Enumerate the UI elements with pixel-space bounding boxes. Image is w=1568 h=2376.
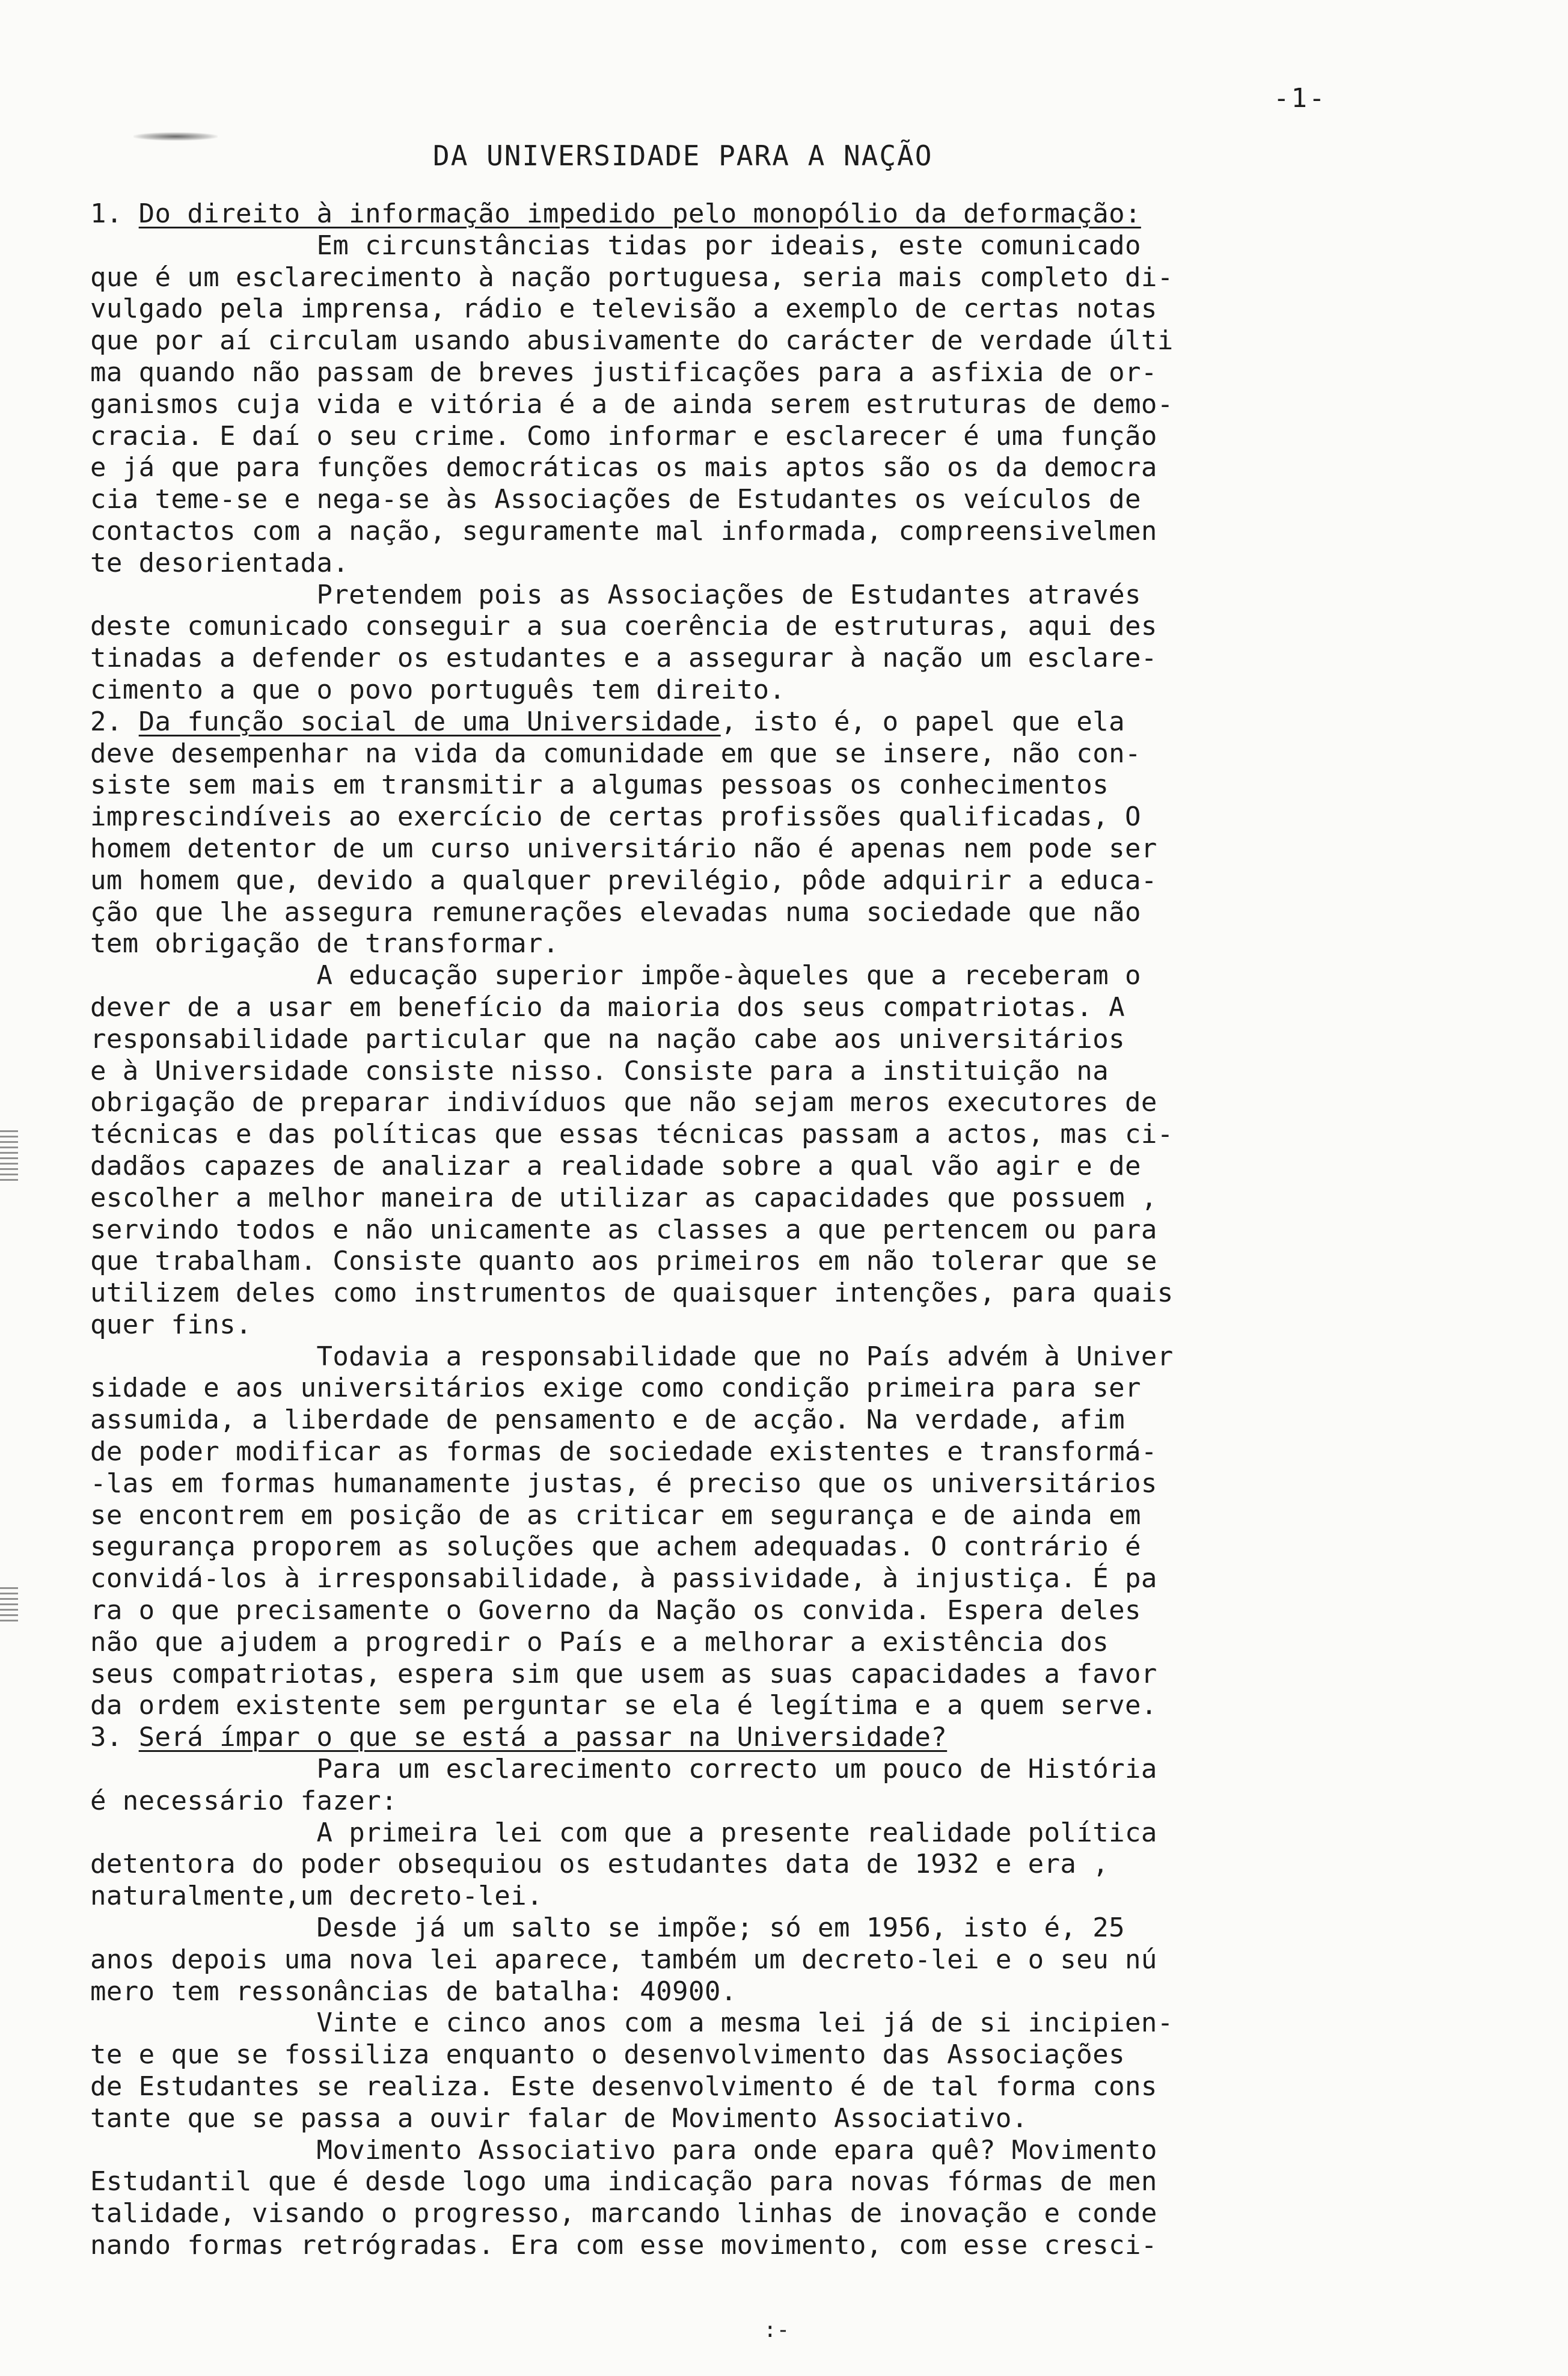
text-line	[90, 1912, 1347, 1944]
text-line	[90, 992, 1347, 1024]
text-line	[90, 230, 1347, 262]
text-line	[90, 706, 1347, 738]
ink-smudge	[133, 132, 218, 141]
line-text: quer fins.	[90, 1309, 252, 1340]
text-line	[90, 1373, 1347, 1404]
line-text: tinadas a defender os estudantes e a assegurar à nação um esclare-	[90, 643, 1157, 674]
text-line	[90, 897, 1347, 929]
line-text: dadãos capazes de analizar a realidade sobre a qual vão agir e de	[90, 1150, 1141, 1181]
line-text: de poder modificar as formas de sociedade existentes e transformá-	[90, 1436, 1157, 1468]
text-line	[90, 928, 1347, 960]
text-line	[90, 1944, 1347, 1976]
line-text: homem detentor de um curso universitário não é apenas nem pode ser	[90, 833, 1157, 864]
line-text: cimento a que o povo português tem direito.	[90, 674, 786, 705]
text-line	[90, 770, 1347, 801]
section-number: 3.	[90, 1722, 139, 1753]
text-line	[90, 675, 1347, 706]
section-heading: Do direito à informação impedido pelo monopólio da deformação:	[138, 198, 1141, 229]
text-line	[90, 1246, 1347, 1278]
text-line	[90, 1595, 1347, 1627]
line-text: tem obrigação de transformar.	[90, 928, 559, 960]
line-text: dever de a usar em benefício da maioria dos seus compatriotas. A	[90, 991, 1125, 1023]
text-line	[90, 2103, 1347, 2135]
document-body	[90, 198, 1347, 2262]
text-line	[90, 1849, 1347, 1881]
line-text: servindo todos e não unicamente as classes a que pertencem ou para	[90, 1214, 1157, 1245]
text-line	[90, 1531, 1347, 1563]
document-title: DA UNIVERSIDADE PARA A NAÇÃO	[433, 139, 933, 172]
line-text: técnicas e das políticas que essas técnicas passam a actos, mas ci-	[90, 1119, 1174, 1150]
line-text: Pretendem pois as Associações de Estudantes através	[90, 579, 1141, 610]
text-line	[90, 1183, 1347, 1214]
text-line	[90, 643, 1347, 675]
text-line	[90, 2007, 1347, 2039]
text-line	[90, 2135, 1347, 2167]
line-text: deste comunicado conseguir a sua coerência de estruturas, aqui des	[90, 611, 1157, 642]
text-line	[90, 421, 1347, 453]
line-text: e à Universidade consiste nisso. Consiste para a instituição na	[90, 1055, 1109, 1086]
line-text: seus compatriotas, espera sim que usem as suas capacidades a favor	[90, 1658, 1157, 1689]
text-line	[90, 1786, 1347, 1817]
text-line	[90, 960, 1347, 992]
section-number: 1.	[90, 198, 139, 229]
text-line	[90, 1881, 1347, 1912]
line-text: ção que lhe assegura remunerações elevadas numa sociedade que não	[90, 896, 1141, 928]
line-text: A primeira lei com que a presente realidade política	[90, 1817, 1157, 1848]
text-line	[90, 452, 1347, 484]
text-line	[90, 1754, 1347, 1786]
scan-edge-mark	[0, 1587, 18, 1623]
text-line	[90, 2039, 1347, 2071]
line-text: tante que se passa a ouvir falar de Movimento Associativo.	[90, 2102, 1028, 2134]
line-text: obrigação de preparar indivíduos que não sejam meros executores de	[90, 1087, 1157, 1118]
text-line	[90, 1976, 1347, 2008]
line-text: utilizem deles como instrumentos de quaisquer intenções, para quais	[90, 1278, 1174, 1309]
line-text: que por aí circulam usando abusivamente do carácter de verdade últi	[90, 325, 1174, 357]
text-line	[90, 1214, 1347, 1246]
text-line	[90, 1817, 1347, 1849]
line-text: te e que se fossiliza enquanto o desenvolvimento das Associações	[90, 2039, 1125, 2071]
text-line	[90, 580, 1347, 611]
text-line	[90, 1119, 1347, 1151]
line-text: convidá-los à irresponsabilidade, à passividade, à injustiça. É pa	[90, 1563, 1157, 1594]
text-line	[90, 1722, 1347, 1754]
text-line	[90, 1627, 1347, 1659]
text-line	[90, 865, 1347, 897]
line-text: e já que para funções democráticas os mais aptos são os da democra	[90, 452, 1157, 483]
text-line	[90, 1087, 1347, 1119]
text-line	[90, 198, 1347, 230]
line-text: naturalmente,um decreto-lei.	[90, 1881, 543, 1912]
line-text: Desde já um salto se impõe; só em 1956, isto é, 25	[90, 1912, 1125, 1944]
text-line	[90, 389, 1347, 421]
line-text: segurança proporem as soluções que achem adequadas. O contrário é	[90, 1531, 1141, 1563]
text-line	[90, 516, 1347, 548]
line-text: Vinte e cinco anos com a mesma lei já de si incipien-	[90, 2007, 1174, 2039]
page-number: -1-	[1273, 83, 1327, 114]
line-text: te desorientada.	[90, 547, 349, 578]
line-text: mero tem ressonâncias de batalha: 40900.	[90, 1976, 737, 2007]
text-line	[90, 1309, 1347, 1341]
line-text: A educação superior impõe-àqueles que a receberam o	[90, 960, 1141, 991]
text-line	[90, 611, 1347, 643]
line-text: é necessário fazer:	[90, 1785, 397, 1816]
line-text: vulgado pela imprensa, rádio e televisão a exemplo de certas notas	[90, 293, 1157, 325]
text-line	[90, 1436, 1347, 1468]
line-text: , isto é, o papel que ela	[720, 706, 1125, 737]
text-line	[90, 1563, 1347, 1595]
line-text: deve desempenhar na vida da comunidade em que se insere, não con-	[90, 738, 1141, 769]
scan-edge-mark	[0, 1130, 18, 1184]
line-text: Movimento Associativo para onde epara quê? Movimento	[90, 2134, 1157, 2166]
section-heading: Da função social de uma Universidade	[138, 706, 721, 737]
text-line	[90, 1278, 1347, 1309]
text-line	[90, 484, 1347, 516]
text-line	[90, 833, 1347, 865]
text-line	[90, 1500, 1347, 1532]
text-line	[90, 325, 1347, 357]
line-text: Estudantil que é desde logo uma indicação para novas fórmas de men	[90, 2166, 1157, 2197]
section-heading: Será ímpar o que se está a passar na Universidade?	[138, 1722, 948, 1753]
text-line	[90, 2198, 1347, 2230]
line-text: se encontrem em posição de as criticar em segurança e de ainda em	[90, 1499, 1141, 1531]
section-number: 2.	[90, 706, 139, 737]
text-line	[90, 357, 1347, 389]
text-line	[90, 1024, 1347, 1056]
line-text: um homem que, devido a qualquer previlégio, pôde adquirir a educa-	[90, 865, 1157, 896]
line-text: que é um esclarecimento à nação portuguesa, seria mais completo di-	[90, 262, 1174, 293]
line-text: escolher a melhor maneira de utilizar as capacidades que possuem ,	[90, 1182, 1157, 1213]
line-text: contactos com a nação, seguramente mal informada, compreensivelmen	[90, 515, 1157, 547]
line-text: que trabalham. Consiste quanto aos primeiros em não tolerar que se	[90, 1246, 1157, 1277]
end-mark: :-	[764, 2318, 790, 2342]
text-line	[90, 738, 1347, 770]
text-line	[90, 1404, 1347, 1436]
line-text: Em circunstâncias tidas por ideais, este comunicado	[90, 230, 1141, 261]
text-line	[90, 2071, 1347, 2103]
text-line	[90, 293, 1347, 325]
line-text: Para um esclarecimento correcto um pouco de História	[90, 1754, 1157, 1785]
line-text: anos depois uma nova lei aparece, também um decreto-lei e o seu nú	[90, 1944, 1157, 1975]
text-line	[90, 262, 1347, 294]
line-text: siste sem mais em transmitir a algumas pessoas os conhecimentos	[90, 770, 1109, 801]
text-line	[90, 1468, 1347, 1500]
line-text: da ordem existente sem perguntar se ela é legítima e a quem serve.	[90, 1690, 1157, 1721]
line-text: cracia. E daí o seu crime. Como informar e esclarecer é uma função	[90, 420, 1157, 452]
text-line	[90, 548, 1347, 580]
line-text: nando formas retrógradas. Era com esse movimento, com esse cresci-	[90, 2230, 1157, 2261]
line-text: assumida, a liberdade de pensamento e de acção. Na verdade, afim	[90, 1404, 1125, 1436]
line-text: responsabilidade particular que na nação cabe aos universitários	[90, 1023, 1125, 1055]
text-line	[90, 801, 1347, 833]
line-text: Todavia a responsabilidade que no País advém à Univer	[90, 1341, 1174, 1372]
text-line	[90, 1690, 1347, 1722]
line-text: talidade, visando o progresso, marcando linhas de inovação e conde	[90, 2198, 1157, 2229]
text-line	[90, 2166, 1347, 2198]
text-line	[90, 1151, 1347, 1183]
text-line	[90, 1056, 1347, 1088]
line-text: ganismos cuja vida e vitória é a de ainda serem estruturas de demo-	[90, 388, 1174, 420]
line-text: detentora do poder obsequiou os estudantes data de 1932 e era ,	[90, 1849, 1109, 1880]
line-text: não que ajudem a progredir o País e a melhorar a existência dos	[90, 1626, 1109, 1658]
line-text: de Estudantes se realiza. Este desenvolvimento é de tal forma cons	[90, 2071, 1157, 2102]
line-text: sidade e aos universitários exige como condição primeira para ser	[90, 1373, 1141, 1404]
text-line	[90, 1341, 1347, 1373]
line-text: -las em formas humanamente justas, é preciso que os universitários	[90, 1468, 1157, 1499]
text-line	[90, 1659, 1347, 1691]
line-text: cia teme-se e nega-se às Associações de Estudantes os veículos de	[90, 484, 1141, 515]
line-text: ma quando não passam de breves justificações para a asfixia de or-	[90, 357, 1157, 388]
line-text: imprescindíveis ao exercício de certas profissões qualificadas, O	[90, 801, 1141, 833]
text-line	[90, 2230, 1347, 2262]
line-text: ra o que precisamente o Governo da Nação os convida. Espera deles	[90, 1595, 1141, 1626]
